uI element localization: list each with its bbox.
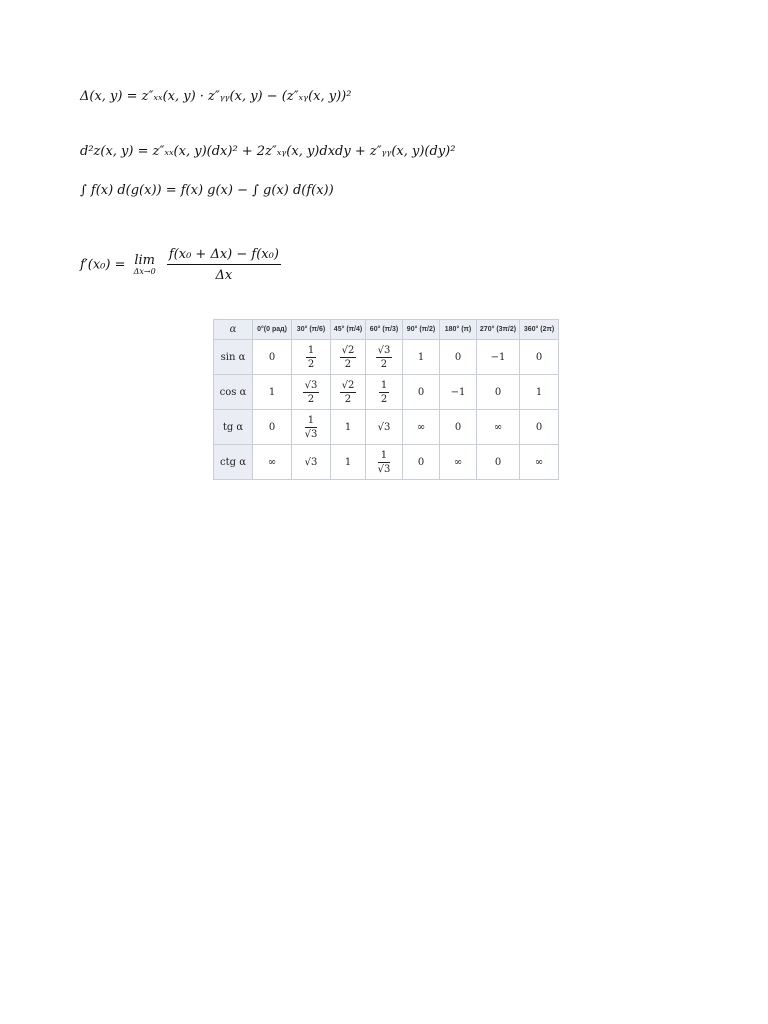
cell-fraction xyxy=(379,380,389,405)
difference-quotient-denominator: Δx xyxy=(215,268,233,283)
formula-hessian-determinant xyxy=(80,90,351,103)
table-cell: ∞ xyxy=(520,445,559,480)
trig-values-table xyxy=(213,319,559,480)
cell-fraction xyxy=(378,450,391,475)
row-header: tg α xyxy=(214,410,253,445)
fraction-denominator: 2 xyxy=(344,358,352,370)
table-cell xyxy=(292,410,331,445)
column-header: 0°(0 рад) xyxy=(253,320,292,340)
table-cell: 0 xyxy=(520,410,559,445)
row-header: ctg α xyxy=(214,445,253,480)
table-cell: 0 xyxy=(520,340,559,375)
difference-quotient xyxy=(167,248,281,282)
column-header: 360° (2π) xyxy=(520,320,559,340)
table-cell: 0 xyxy=(253,410,292,445)
table-cell: ∞ xyxy=(403,410,440,445)
fraction-numerator: 1 xyxy=(307,344,315,356)
formula-second-differential xyxy=(80,145,455,158)
table-cell: ∞ xyxy=(440,445,477,480)
fraction-denominator: √3 xyxy=(304,428,318,440)
table-cell: 0 xyxy=(440,410,477,445)
table-cell xyxy=(331,375,366,410)
fraction-denominator: 2 xyxy=(380,393,388,405)
fraction-numerator: √3 xyxy=(377,344,391,356)
table-row xyxy=(214,410,559,445)
row-header: cos α xyxy=(214,375,253,410)
fraction-numerator: 1 xyxy=(378,450,391,463)
fraction-denominator: 2 xyxy=(307,393,315,405)
table-cell xyxy=(366,445,403,480)
fraction-denominator: 2 xyxy=(307,358,315,370)
table-cell: −1 xyxy=(477,340,520,375)
table-cell: ∞ xyxy=(253,445,292,480)
table-cell: 1 xyxy=(253,375,292,410)
table-cell: 0 xyxy=(477,445,520,480)
table-cell: √3 xyxy=(366,410,403,445)
limit-word: lim xyxy=(134,253,155,268)
column-header: 60° (π/3) xyxy=(366,320,403,340)
fraction-denominator: √3 xyxy=(377,463,391,475)
fraction-denominator: 2 xyxy=(380,358,388,370)
table-cell xyxy=(366,340,403,375)
column-header: 270° (3π/2) xyxy=(477,320,520,340)
difference-quotient-numerator: f(x₀ + Δx) − f(x₀) xyxy=(167,248,281,265)
table-row xyxy=(214,375,559,410)
fraction-numerator: √3 xyxy=(304,379,318,391)
table-cell: 1 xyxy=(403,340,440,375)
table-row xyxy=(214,340,559,375)
table-cell: ∞ xyxy=(477,410,520,445)
limit-operator xyxy=(134,254,156,276)
table-body xyxy=(214,340,559,480)
cell-fraction xyxy=(303,380,320,405)
table-cell: 1 xyxy=(331,410,366,445)
table-cell: −1 xyxy=(440,375,477,410)
fraction-numerator: √2 xyxy=(341,379,355,391)
table-cell: 0 xyxy=(440,340,477,375)
table-cell: 0 xyxy=(253,340,292,375)
limit-subscript: Δx→0 xyxy=(133,267,156,276)
formula-integration-by-parts-text: ∫ f(x) d(g(x)) = f(x) g(x) − ∫ g(x) d(f(x)) xyxy=(80,183,334,198)
table-cell: 1 xyxy=(331,445,366,480)
cell-fraction xyxy=(340,380,357,405)
column-header: 30° (π/6) xyxy=(292,320,331,340)
column-header: 90° (π/2) xyxy=(403,320,440,340)
table-cell: 0 xyxy=(403,375,440,410)
column-header: 45° (π/4) xyxy=(331,320,366,340)
cell-fraction xyxy=(306,345,316,370)
table-cell: 0 xyxy=(403,445,440,480)
table-cell: 1 xyxy=(520,375,559,410)
formula-integration-by-parts xyxy=(80,184,334,197)
fraction-numerator: √2 xyxy=(341,344,355,356)
table-cell xyxy=(292,375,331,410)
formula-second-differential-text: d²z(x, y) = z″ₓₓ(x, y)(dx)² + 2z″ₓᵧ(x, y)dxdy + z″ᵧᵧ(x, y)(dy)² xyxy=(80,144,456,159)
derivative-lhs: f′(x₀) = xyxy=(80,257,126,273)
fraction-numerator: 1 xyxy=(305,415,318,428)
fraction-denominator: 2 xyxy=(344,393,352,405)
table-corner-cell: α xyxy=(214,320,253,340)
cell-fraction xyxy=(376,345,393,370)
row-header: sin α xyxy=(214,340,253,375)
table-cell xyxy=(366,375,403,410)
cell-fraction xyxy=(340,345,357,370)
formula-derivative-definition xyxy=(80,248,281,282)
formula-hessian-text: Δ(x, y) = z″ₓₓ(x, y) · z″ᵧᵧ(x, y) − (z″ₓᵧ(x, y))² xyxy=(80,89,352,104)
table-cell: 0 xyxy=(477,375,520,410)
table-row xyxy=(214,445,559,480)
table-cell xyxy=(292,340,331,375)
column-header: 180° (π) xyxy=(440,320,477,340)
table-cell xyxy=(331,340,366,375)
table-header-row xyxy=(214,320,559,340)
cell-fraction xyxy=(305,415,318,440)
fraction-numerator: 1 xyxy=(380,379,388,391)
table-cell: √3 xyxy=(292,445,331,480)
